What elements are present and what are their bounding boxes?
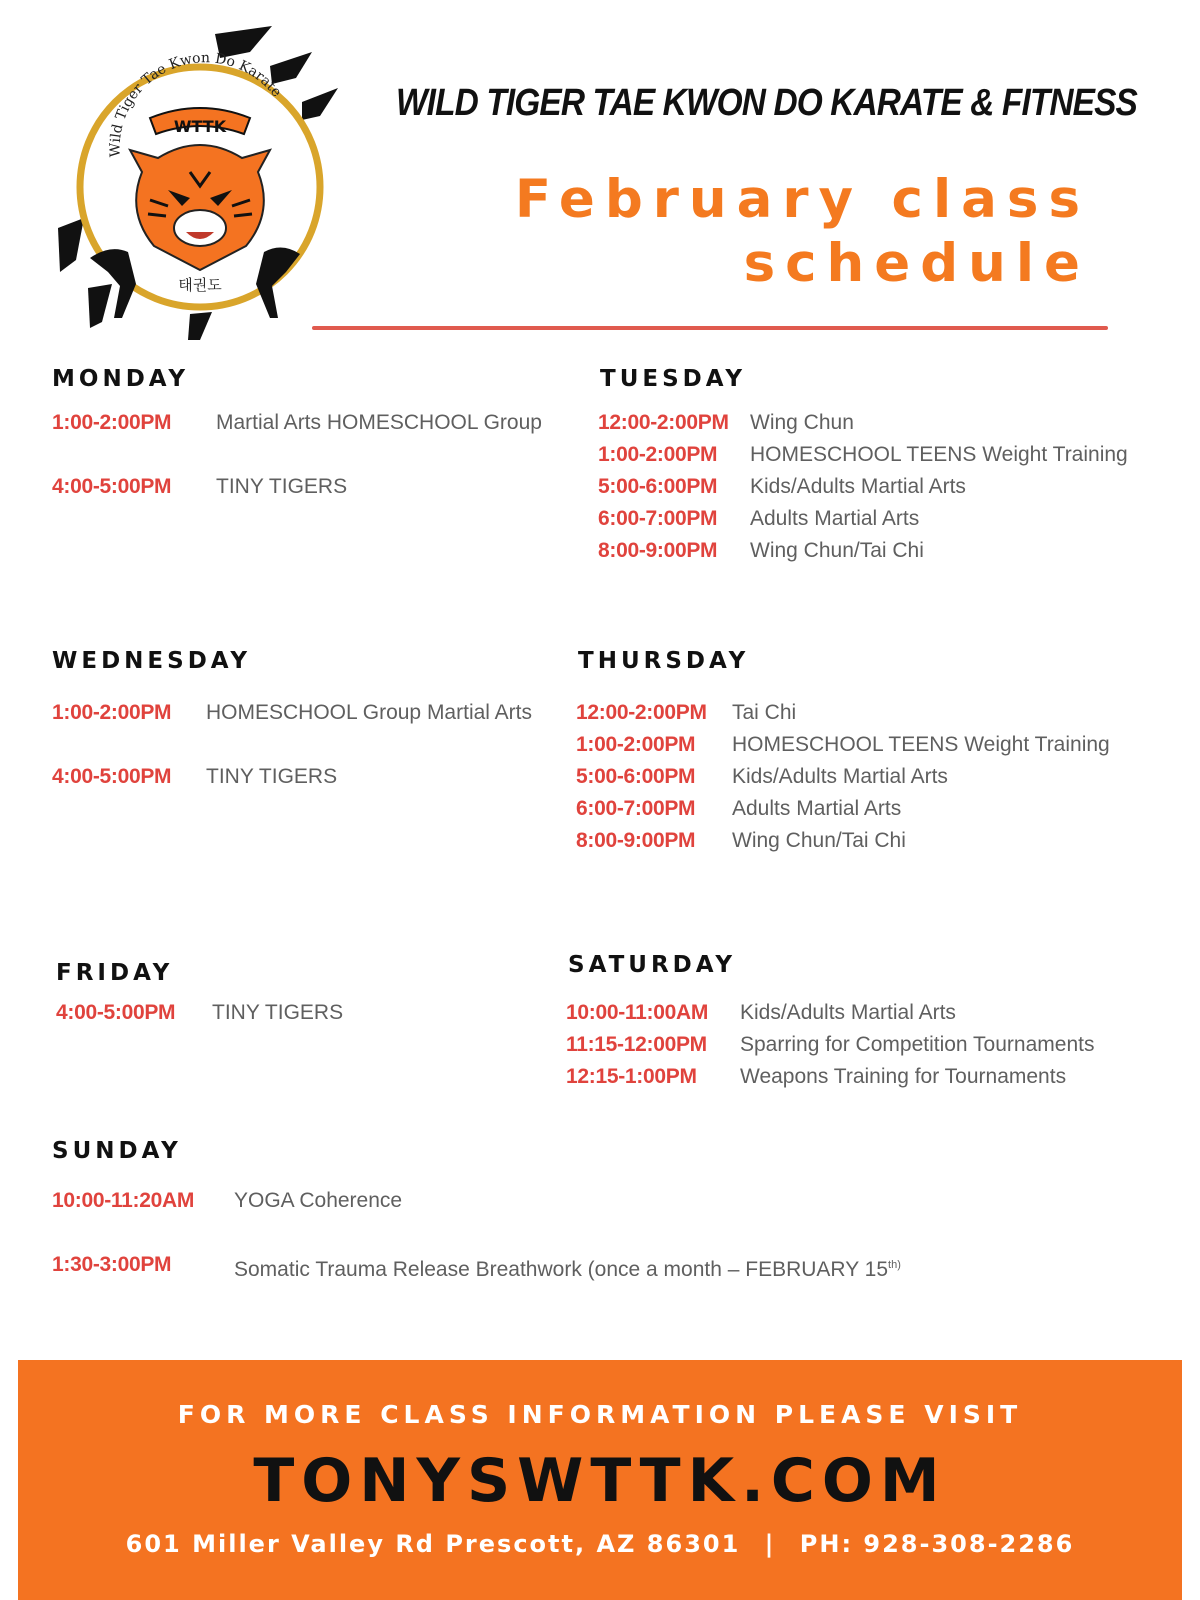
day-sunday	[52, 1138, 901, 1281]
class-time: 12:00-2:00PM	[598, 411, 729, 434]
footer-banner	[18, 1360, 1182, 1600]
footer-info-line: FOR MORE CLASS INFORMATION PLEASE VISIT	[177, 1400, 1023, 1429]
logo-korean-text: 태권도	[178, 276, 222, 294]
logo-initials: WTTK	[173, 117, 227, 136]
class-time: 6:00-7:00PM	[576, 797, 696, 820]
class-name: Adults Martial Arts	[732, 797, 902, 820]
class-time: 4:00-5:00PM	[52, 475, 172, 498]
class-name: HOMESCHOOL Group Martial Arts	[206, 701, 532, 724]
day-name: MONDAY	[52, 366, 190, 392]
day-friday	[56, 960, 344, 1024]
address: 601 Miller Valley Rd Prescott, AZ 86301	[125, 1530, 741, 1558]
class-time: 8:00-9:00PM	[576, 829, 696, 852]
class-name: TINY TIGERS	[216, 475, 348, 498]
class-name: Sparring for Competition Tournaments	[740, 1033, 1095, 1056]
class-name: HOMESCHOOL TEENS Weight Training	[732, 733, 1110, 756]
class-time: 10:00-11:00AM	[566, 1001, 709, 1024]
class-name: TINY TIGERS	[206, 765, 338, 788]
day-name: SUNDAY	[52, 1138, 182, 1164]
class-time: 11:15-12:00PM	[566, 1033, 707, 1056]
class-name: TINY TIGERS	[212, 1001, 344, 1024]
class-time: 5:00-6:00PM	[576, 765, 696, 788]
separator: |	[764, 1530, 776, 1558]
website-link[interactable]: TONYSWTTK.COM	[253, 1446, 947, 1516]
day-tuesday	[598, 366, 1128, 562]
day-name: SATURDAY	[568, 952, 737, 978]
day-monday	[52, 366, 542, 498]
class-time: 5:00-6:00PM	[598, 475, 718, 498]
class-time: 4:00-5:00PM	[52, 765, 172, 788]
class-name	[234, 1252, 901, 1283]
brand-name: WILD TIGER TAE KWON DO KARATE & FITNESS	[396, 82, 1137, 124]
day-name: THURSDAY	[578, 648, 750, 674]
tiger-head-icon	[50, 22, 340, 342]
schedule-title-line2: schedule	[743, 233, 1090, 294]
class-time: 6:00-7:00PM	[598, 507, 718, 530]
schedule-title	[515, 168, 1090, 296]
class-name: Kids/Adults Martial Arts	[732, 765, 948, 788]
class-time: 8:00-9:00PM	[598, 539, 718, 562]
title-divider	[312, 326, 1108, 330]
schedule-title-line1: February class	[514, 169, 1090, 230]
class-name-text: Somatic Trauma Release Breathwork (once a month – FEBRUARY 15	[234, 1258, 889, 1281]
phone-number[interactable]: PH: 928-308-2286	[799, 1530, 1075, 1558]
class-time: 12:15-1:00PM	[566, 1065, 697, 1088]
class-time: 1:00-2:00PM	[576, 733, 696, 756]
class-name: Martial Arts HOMESCHOOL Group	[216, 411, 542, 434]
class-name: HOMESCHOOL TEENS Weight Training	[750, 443, 1128, 466]
class-time: 1:00-2:00PM	[52, 411, 172, 434]
day-name: TUESDAY	[600, 366, 746, 392]
class-name: YOGA Coherence	[234, 1189, 403, 1212]
class-name: Weapons Training for Tournaments	[740, 1065, 1067, 1088]
day-thursday	[576, 648, 1110, 852]
school-logo	[50, 22, 340, 342]
class-name: Kids/Adults Martial Arts	[750, 475, 966, 498]
class-name: Tai Chi	[732, 701, 797, 724]
class-time: 1:30-3:00PM	[52, 1253, 172, 1276]
day-name: WEDNESDAY	[52, 648, 252, 674]
ordinal-suffix: th)	[888, 1259, 901, 1271]
class-time: 10:00-11:20AM	[52, 1189, 195, 1212]
class-time: 4:00-5:00PM	[56, 1001, 176, 1024]
logo-arc-text: Wild Tiger Tae Kwon Do Karate	[107, 50, 285, 158]
class-name: Adults Martial Arts	[750, 507, 920, 530]
class-time: 1:00-2:00PM	[598, 443, 718, 466]
class-name: Wing Chun/Tai Chi	[732, 829, 906, 852]
day-saturday	[566, 952, 1095, 1088]
footer-contact	[18, 1530, 1182, 1558]
day-name: FRIDAY	[56, 960, 174, 986]
day-wednesday	[52, 648, 532, 788]
class-name: Kids/Adults Martial Arts	[740, 1001, 956, 1024]
class-time: 12:00-2:00PM	[576, 701, 707, 724]
class-time: 1:00-2:00PM	[52, 701, 172, 724]
class-name: Wing Chun	[750, 411, 854, 434]
class-name: Wing Chun/Tai Chi	[750, 539, 924, 562]
